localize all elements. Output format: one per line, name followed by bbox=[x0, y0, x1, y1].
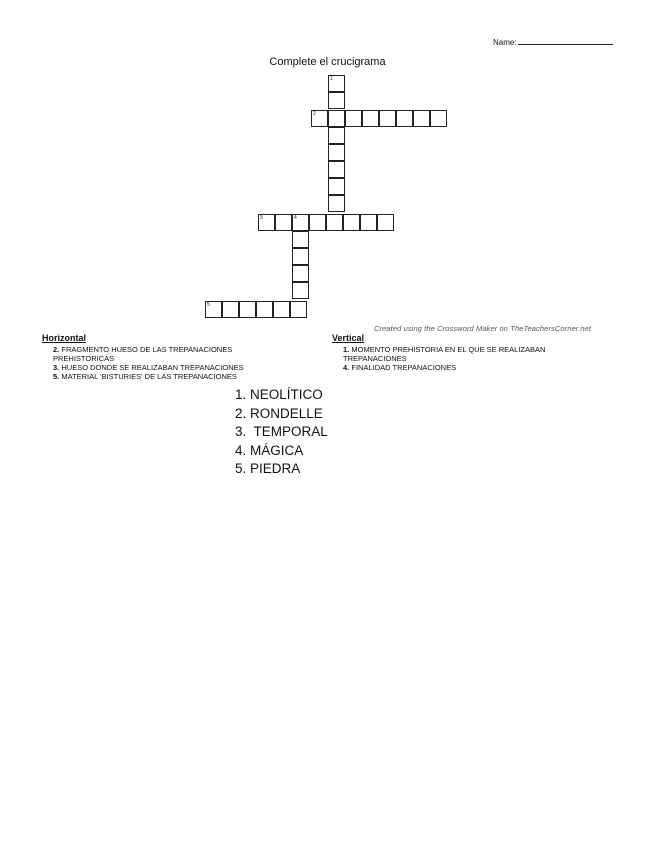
clue-number-4: 4 bbox=[294, 215, 297, 221]
answer-item: 2. RONDELLE bbox=[235, 405, 323, 421]
crossword-cell bbox=[396, 110, 413, 127]
crossword-cell bbox=[205, 301, 222, 318]
clue-item: 3. HUESO DONDE SE REALIZABAN TREPANACIONES bbox=[53, 363, 244, 372]
crossword-cell bbox=[326, 214, 343, 231]
crossword-cell bbox=[377, 214, 394, 231]
crossword-cell bbox=[328, 178, 345, 195]
answer-item: 1. NEOLÍTICO bbox=[235, 387, 323, 402]
clue-item: 2. FRAGMENTO HUESO DE LAS TREPANACIONES PREHISTORICAS bbox=[53, 345, 233, 363]
clue-number-1: 1 bbox=[330, 76, 333, 82]
crossword-cell bbox=[292, 231, 309, 248]
crossword-cell bbox=[328, 127, 345, 144]
clue-item: 5. MATERIAL 'BISTURIES' DE LAS TREPANACIONES bbox=[53, 372, 237, 381]
answer-item: 5. PIEDRA bbox=[235, 461, 301, 476]
vertical-heading: Vertical bbox=[332, 333, 365, 343]
answer-item: 4. MÁGICA bbox=[235, 442, 304, 458]
crossword-cell bbox=[362, 110, 379, 127]
crossword-cell bbox=[328, 161, 345, 178]
crossword-cell bbox=[328, 195, 345, 212]
crossword-cell bbox=[328, 75, 345, 92]
crossword-cell bbox=[256, 301, 273, 318]
page-title: Complete el crucigrama bbox=[269, 56, 386, 68]
answer-list bbox=[235, 386, 328, 479]
answer-item: 3. TEMPORAL bbox=[235, 424, 328, 439]
crossword-cell bbox=[239, 301, 256, 318]
crossword-cell bbox=[292, 248, 309, 265]
clue-item: 4. FINALIDAD TREPANACIONES bbox=[343, 363, 457, 372]
crossword-cell bbox=[360, 214, 377, 231]
crossword-grid bbox=[0, 0, 655, 330]
crossword-cell bbox=[328, 110, 345, 127]
credit-line: Created using the Crossword Maker on TheTeachersCorner.net bbox=[374, 324, 592, 333]
crossword-cell bbox=[345, 110, 362, 127]
crossword-cell bbox=[311, 110, 328, 127]
clue-number-3: 3 bbox=[260, 215, 263, 221]
crossword-cell bbox=[309, 214, 326, 231]
crossword-cell bbox=[292, 214, 309, 231]
crossword-cell bbox=[328, 144, 345, 161]
clue-item: 1. MOMENTO PREHISTORIA EN EL QUE SE REALIZABAN TREPANACIONES bbox=[343, 345, 546, 363]
horizontal-clues bbox=[42, 334, 283, 381]
horizontal-heading: Horizontal bbox=[42, 333, 86, 343]
crossword-cell bbox=[430, 110, 447, 127]
crossword-cell bbox=[292, 265, 309, 282]
vertical-clues bbox=[332, 334, 583, 372]
crossword-cell bbox=[292, 282, 309, 299]
crossword-cell bbox=[343, 214, 360, 231]
clue-number-5: 5 bbox=[207, 302, 210, 308]
crossword-cell bbox=[273, 301, 290, 318]
crossword-cell bbox=[258, 214, 275, 231]
crossword-cell bbox=[379, 110, 396, 127]
crossword-cell bbox=[328, 92, 345, 109]
crossword-cell bbox=[290, 301, 307, 318]
crossword-cell bbox=[275, 214, 292, 231]
clue-number-2: 2 bbox=[313, 111, 316, 117]
crossword-cell bbox=[413, 110, 430, 127]
crossword-cell bbox=[222, 301, 239, 318]
name-label: Name: bbox=[493, 38, 517, 47]
